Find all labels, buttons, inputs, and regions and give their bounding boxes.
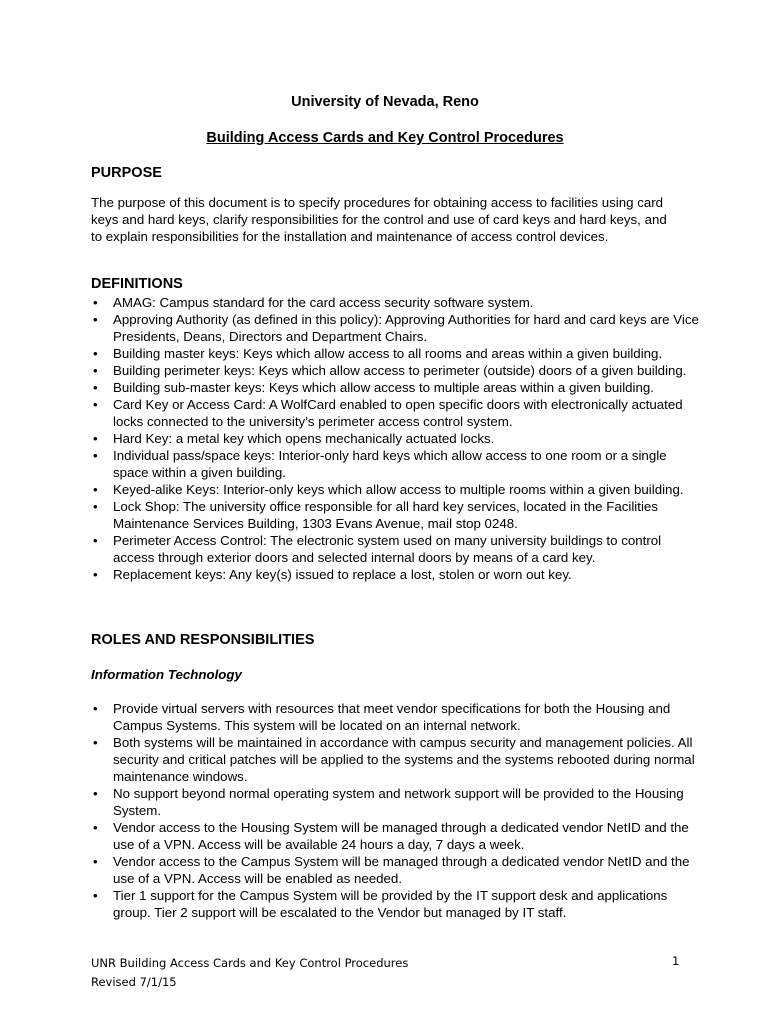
bullet-icon: •	[93, 380, 98, 395]
document-title: Building Access Cards and Key Control Procedures	[206, 130, 564, 146]
bullet-icon: •	[93, 786, 98, 801]
list-item: • No support beyond normal operating system and network support will be provided to the Housing System.	[93, 786, 684, 818]
list-item: • AMAG: Campus standard for the card access security software system.	[93, 295, 534, 310]
list-item: • Vendor access to the Campus System will be managed through a dedicated vendor NetID and the use of a VPN. Access will be enabled as needed.	[93, 854, 690, 886]
list-item: • Individual pass/space keys: Interior-only hard keys which allow access to one room or a single space within a given building.	[93, 448, 667, 480]
roles-subheading: Information Technology	[91, 667, 242, 682]
bullet-icon: •	[93, 567, 98, 582]
bullet-icon: •	[93, 448, 98, 463]
list-item: • Building sub-master keys: Keys which allow access to multiple areas within a given building.	[93, 380, 654, 395]
bullet-icon: •	[93, 499, 98, 514]
footer-doc-name: UNR Building Access Cards and Key Control Procedures	[91, 956, 409, 970]
purpose-text: The purpose of this document is to specify procedures for obtaining access to facilities using card keys and hard keys, clarify responsibilities for the control and use of card keys and hard keys, and to explain responsibilities for the installation and maintenance of access control devices.	[91, 195, 667, 244]
list-item: • Lock Shop: The university office responsible for all hard key services, located in the Facilities Maintenance Services Building, 1303 Evans Avenue, mail stop 0248.	[93, 499, 658, 531]
list-item: • Replacement keys: Any key(s) issued to replace a lost, stolen or worn out key.	[93, 567, 572, 582]
list-item: • Building perimeter keys: Keys which allow access to perimeter (outside) doors of a given building.	[93, 363, 687, 378]
footer-doc-info	[91, 954, 408, 992]
bullet-icon: •	[93, 312, 98, 327]
list-item: • Approving Authority (as defined in this policy): Approving Authorities for hard and card keys are Vice Presidents, Deans, Directors and Department Chairs.	[93, 312, 699, 344]
bullet-icon: •	[93, 820, 98, 835]
institution-title: University of Nevada, Reno	[291, 94, 479, 110]
footer-revised: Revised 7/1/15	[91, 975, 177, 989]
bullet-icon: •	[93, 397, 98, 412]
roles-list	[91, 700, 701, 921]
page-number: 1	[672, 954, 680, 968]
bullet-icon: •	[93, 363, 98, 378]
definitions-heading: DEFINITIONS	[91, 276, 183, 292]
purpose-heading: PURPOSE	[91, 165, 162, 181]
roles-heading: ROLES AND RESPONSIBILITIES	[91, 632, 315, 648]
bullet-icon: •	[93, 888, 98, 903]
list-item: • Building master keys: Keys which allow access to all rooms and areas within a given building.	[93, 346, 663, 361]
list-item: • Hard Key: a metal key which opens mechanically actuated locks.	[93, 431, 495, 446]
bullet-icon: •	[93, 533, 98, 548]
list-item: • Both systems will be maintained in accordance with campus security and management policies. All security and critical patches will be applied to the systems and the systems rebooted during normal maintenance windows.	[93, 735, 695, 784]
list-item: • Perimeter Access Control: The electronic system used on many university buildings to control access through exterior doors and selected internal doors by means of a card key.	[93, 533, 662, 565]
bullet-icon: •	[93, 295, 98, 310]
list-item: • Tier 1 support for the Campus System will be provided by the IT support desk and applications group. Tier 2 support will be escalated to the Vendor but managed by IT staff.	[93, 888, 668, 920]
list-item: • Vendor access to the Housing System will be managed through a dedicated vendor NetID and the use of a VPN. Access will be available 24 hours a day, 7 days a week.	[93, 820, 689, 852]
bullet-icon: •	[93, 701, 98, 716]
bullet-icon: •	[93, 854, 98, 869]
bullet-icon: •	[93, 346, 98, 361]
bullet-icon: •	[93, 482, 98, 497]
list-item: • Keyed-alike Keys: Interior-only keys which allow access to multiple rooms within a given building.	[93, 482, 684, 497]
definitions-list	[91, 294, 701, 583]
bullet-icon: •	[93, 431, 98, 446]
list-item: • Card Key or Access Card: A WolfCard enabled to open specific doors with electronically actuated locks connected to the university’s perimeter access control system.	[93, 397, 683, 429]
bullet-icon: •	[93, 735, 98, 750]
list-item: • Provide virtual servers with resources that meet vendor specifications for both the Housing and Campus Systems. This system will be located on an internal network.	[93, 701, 671, 733]
